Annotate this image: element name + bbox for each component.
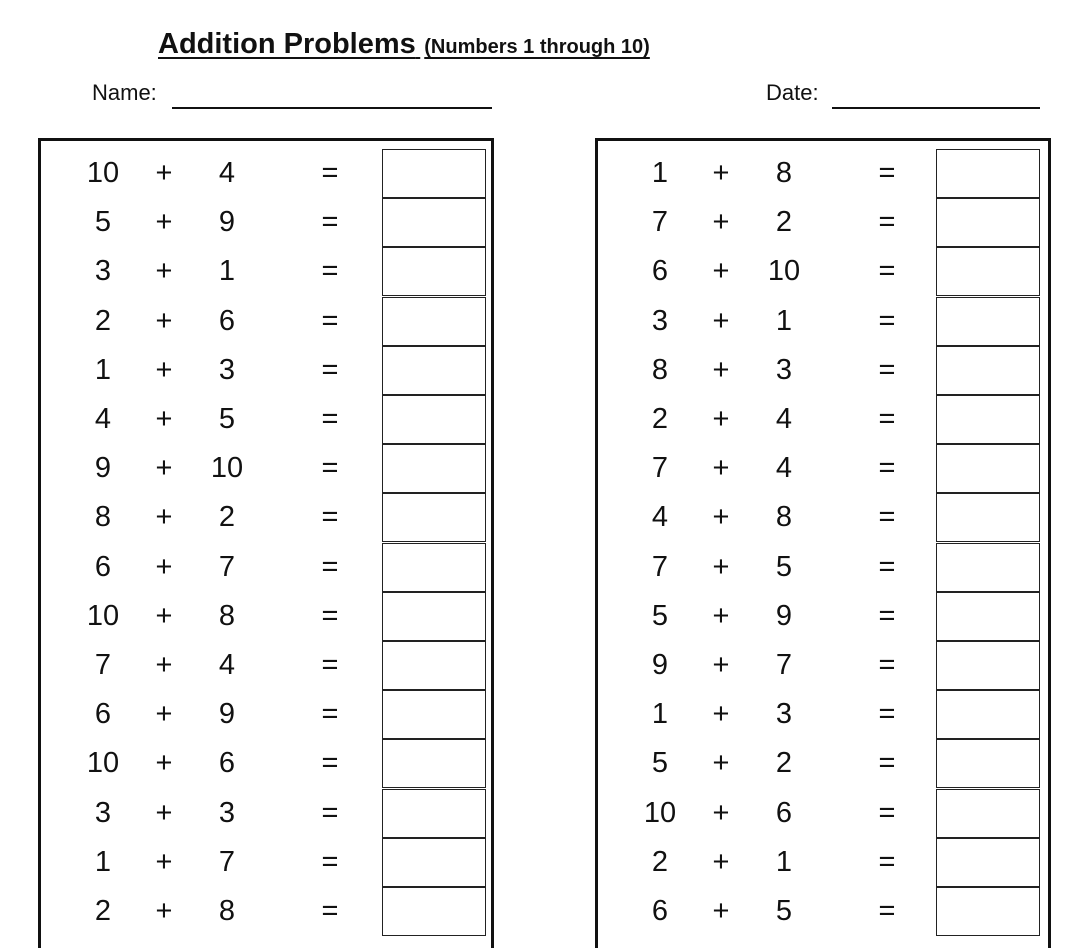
plus-sign: +	[155, 304, 173, 337]
right-problem-panel	[595, 138, 1051, 948]
equals-sign: =	[878, 403, 896, 435]
answer-box[interactable]	[936, 690, 1040, 739]
plus-sign: +	[712, 255, 730, 288]
plus-sign: +	[712, 353, 730, 386]
addend-second: 1	[775, 304, 793, 337]
answer-box[interactable]	[382, 346, 486, 395]
addend-second: 3	[775, 698, 793, 731]
answer-box[interactable]	[382, 592, 486, 641]
addend-second: 7	[218, 845, 236, 878]
equals-sign: =	[321, 255, 339, 288]
addend-second: 5	[218, 403, 236, 435]
answer-box[interactable]	[936, 543, 1040, 592]
problem-row	[598, 739, 1048, 788]
addend-second: 7	[218, 550, 236, 583]
answer-box[interactable]	[382, 887, 486, 936]
answer-box[interactable]	[936, 297, 1040, 346]
plus-sign: +	[155, 747, 173, 780]
equals-sign: =	[321, 206, 339, 239]
problem-row	[598, 592, 1048, 641]
addend-first: 6	[651, 895, 669, 927]
addend-first: 8	[651, 353, 669, 386]
addend-first: 2	[651, 403, 669, 435]
addend-first: 3	[94, 796, 112, 829]
equals-sign: =	[321, 304, 339, 337]
problem-row	[598, 395, 1048, 444]
plus-sign: +	[155, 649, 173, 681]
addend-second: 8	[775, 501, 793, 534]
problem-row	[598, 346, 1048, 395]
equals-sign: =	[878, 157, 896, 189]
addend-first: 6	[94, 698, 112, 731]
date-field-line[interactable]	[832, 107, 1040, 109]
name-label: Name:	[92, 80, 157, 105]
answer-box[interactable]	[936, 789, 1040, 838]
answer-box[interactable]	[936, 493, 1040, 542]
addend-first: 4	[651, 501, 669, 534]
equals-sign: =	[878, 796, 896, 829]
plus-sign: +	[712, 403, 730, 435]
addend-second: 4	[775, 452, 793, 485]
answer-box[interactable]	[936, 641, 1040, 690]
addend-first: 7	[651, 452, 669, 485]
addend-second: 8	[218, 599, 236, 632]
problem-row	[598, 838, 1048, 887]
addend-first: 8	[94, 501, 112, 534]
date-label: Date:	[766, 80, 819, 105]
problem-row	[41, 690, 491, 739]
addend-second: 4	[218, 157, 236, 189]
addend-first: 9	[651, 649, 669, 681]
addend-first: 6	[651, 255, 669, 288]
equals-sign: =	[878, 895, 896, 927]
addend-first: 5	[94, 206, 112, 239]
addend-second: 9	[775, 599, 793, 632]
addend-second: 3	[775, 353, 793, 386]
addend-first: 2	[651, 845, 669, 878]
plus-sign: +	[155, 206, 173, 239]
answer-box[interactable]	[382, 395, 486, 444]
plus-sign: +	[155, 255, 173, 288]
problem-row	[41, 149, 491, 198]
addend-second: 4	[218, 649, 236, 681]
addend-first: 5	[651, 599, 669, 632]
plus-sign: +	[712, 452, 730, 485]
problem-row	[41, 493, 491, 542]
equals-sign: =	[321, 501, 339, 534]
addend-second: 9	[218, 206, 236, 239]
plus-sign: +	[155, 845, 173, 878]
answer-box[interactable]	[936, 887, 1040, 936]
problem-row	[41, 297, 491, 346]
addend-second: 6	[218, 747, 236, 780]
addend-first: 7	[651, 206, 669, 239]
problem-row	[41, 641, 491, 690]
equals-sign: =	[878, 206, 896, 239]
answer-box[interactable]	[936, 346, 1040, 395]
problem-row	[41, 592, 491, 641]
addend-first: 6	[94, 550, 112, 583]
plus-sign: +	[712, 206, 730, 239]
addend-first: 1	[651, 698, 669, 731]
problem-row	[598, 493, 1048, 542]
addend-second: 4	[775, 403, 793, 435]
answer-box[interactable]	[936, 395, 1040, 444]
addend-second: 9	[218, 698, 236, 731]
plus-sign: +	[155, 403, 173, 435]
plus-sign: +	[712, 550, 730, 583]
plus-sign: +	[712, 304, 730, 337]
addend-second: 10	[767, 255, 801, 288]
plus-sign: +	[155, 157, 173, 189]
plus-sign: +	[155, 452, 173, 485]
plus-sign: +	[155, 895, 173, 927]
answer-box[interactable]	[382, 198, 486, 247]
equals-sign: =	[321, 452, 339, 485]
equals-sign: =	[878, 649, 896, 681]
equals-sign: =	[878, 452, 896, 485]
plus-sign: +	[712, 698, 730, 731]
problem-row	[598, 887, 1048, 936]
answer-box[interactable]	[382, 297, 486, 346]
equals-sign: =	[321, 649, 339, 681]
problem-row	[41, 543, 491, 592]
problem-row	[598, 247, 1048, 296]
addend-first: 2	[94, 304, 112, 337]
problem-row	[598, 641, 1048, 690]
problem-row	[598, 789, 1048, 838]
addend-second: 3	[218, 353, 236, 386]
plus-sign: +	[712, 649, 730, 681]
equals-sign: =	[878, 304, 896, 337]
answer-box[interactable]	[382, 838, 486, 887]
equals-sign: =	[321, 698, 339, 731]
addend-first: 3	[651, 304, 669, 337]
addend-second: 10	[210, 452, 244, 485]
addend-second: 2	[218, 501, 236, 534]
problem-row	[41, 739, 491, 788]
problem-row	[598, 444, 1048, 493]
answer-box[interactable]	[382, 247, 486, 296]
addend-first: 7	[651, 550, 669, 583]
equals-sign: =	[878, 698, 896, 731]
equals-sign: =	[321, 796, 339, 829]
addend-first: 1	[94, 353, 112, 386]
answer-box[interactable]	[936, 198, 1040, 247]
problem-row	[598, 149, 1048, 198]
answer-box[interactable]	[936, 838, 1040, 887]
addend-first: 9	[94, 452, 112, 485]
problem-row	[598, 690, 1048, 739]
addend-second: 1	[775, 845, 793, 878]
title-main: Addition Problems	[158, 28, 416, 60]
problem-row	[598, 198, 1048, 247]
answer-box[interactable]	[382, 493, 486, 542]
plus-sign: +	[712, 796, 730, 829]
plus-sign: +	[712, 157, 730, 189]
equals-sign: =	[321, 747, 339, 780]
plus-sign: +	[155, 550, 173, 583]
plus-sign: +	[155, 796, 173, 829]
answer-box[interactable]	[936, 247, 1040, 296]
addend-second: 3	[218, 796, 236, 829]
addend-second: 2	[775, 747, 793, 780]
equals-sign: =	[878, 845, 896, 878]
addend-first: 1	[651, 157, 669, 189]
addend-second: 5	[775, 895, 793, 927]
answer-box[interactable]	[936, 149, 1040, 198]
equals-sign: =	[321, 157, 339, 189]
problem-row	[41, 887, 491, 936]
equals-sign: =	[878, 255, 896, 288]
equals-sign: =	[321, 550, 339, 583]
answer-box[interactable]	[936, 592, 1040, 641]
addend-second: 8	[218, 895, 236, 927]
addend-first: 2	[94, 895, 112, 927]
equals-sign: =	[321, 353, 339, 386]
addend-first: 3	[94, 255, 112, 288]
problem-row	[41, 838, 491, 887]
plus-sign: +	[155, 353, 173, 386]
plus-sign: +	[155, 501, 173, 534]
left-problem-panel	[38, 138, 494, 948]
problem-row	[41, 247, 491, 296]
addend-second: 6	[775, 796, 793, 829]
plus-sign: +	[712, 895, 730, 927]
plus-sign: +	[155, 698, 173, 731]
problem-row	[41, 395, 491, 444]
title-subtitle: (Numbers 1 through 10)	[424, 36, 650, 58]
answer-box[interactable]	[382, 543, 486, 592]
name-field-line[interactable]	[172, 107, 492, 109]
plus-sign: +	[712, 599, 730, 632]
plus-sign: +	[712, 501, 730, 534]
equals-sign: =	[321, 599, 339, 632]
problem-row	[598, 297, 1048, 346]
answer-box[interactable]	[382, 149, 486, 198]
answer-box[interactable]	[382, 444, 486, 493]
addend-second: 5	[775, 550, 793, 583]
equals-sign: =	[878, 599, 896, 632]
addend-second: 2	[775, 206, 793, 239]
addend-second: 1	[218, 255, 236, 288]
plus-sign: +	[712, 747, 730, 780]
addend-first: 10	[643, 796, 677, 829]
equals-sign: =	[321, 895, 339, 927]
answer-box[interactable]	[382, 690, 486, 739]
addend-first: 10	[86, 599, 120, 632]
problem-row	[598, 543, 1048, 592]
addend-second: 7	[775, 649, 793, 681]
answer-box[interactable]	[382, 789, 486, 838]
equals-sign: =	[321, 845, 339, 878]
answer-box[interactable]	[382, 641, 486, 690]
problem-row	[41, 444, 491, 493]
problem-row	[41, 789, 491, 838]
addend-first: 4	[94, 403, 112, 435]
equals-sign: =	[878, 353, 896, 386]
equals-sign: =	[321, 403, 339, 435]
addend-second: 6	[218, 304, 236, 337]
equals-sign: =	[878, 501, 896, 534]
problem-row	[41, 198, 491, 247]
plus-sign: +	[712, 845, 730, 878]
worksheet-title	[158, 28, 650, 61]
plus-sign: +	[155, 599, 173, 632]
answer-box[interactable]	[382, 739, 486, 788]
addend-second: 8	[775, 157, 793, 189]
problem-row	[41, 346, 491, 395]
addend-first: 1	[94, 845, 112, 878]
equals-sign: =	[878, 747, 896, 780]
addend-first: 7	[94, 649, 112, 681]
addend-first: 10	[86, 747, 120, 780]
answer-box[interactable]	[936, 444, 1040, 493]
addend-first: 10	[86, 157, 120, 189]
answer-box[interactable]	[936, 739, 1040, 788]
addend-first: 5	[651, 747, 669, 780]
equals-sign: =	[878, 550, 896, 583]
